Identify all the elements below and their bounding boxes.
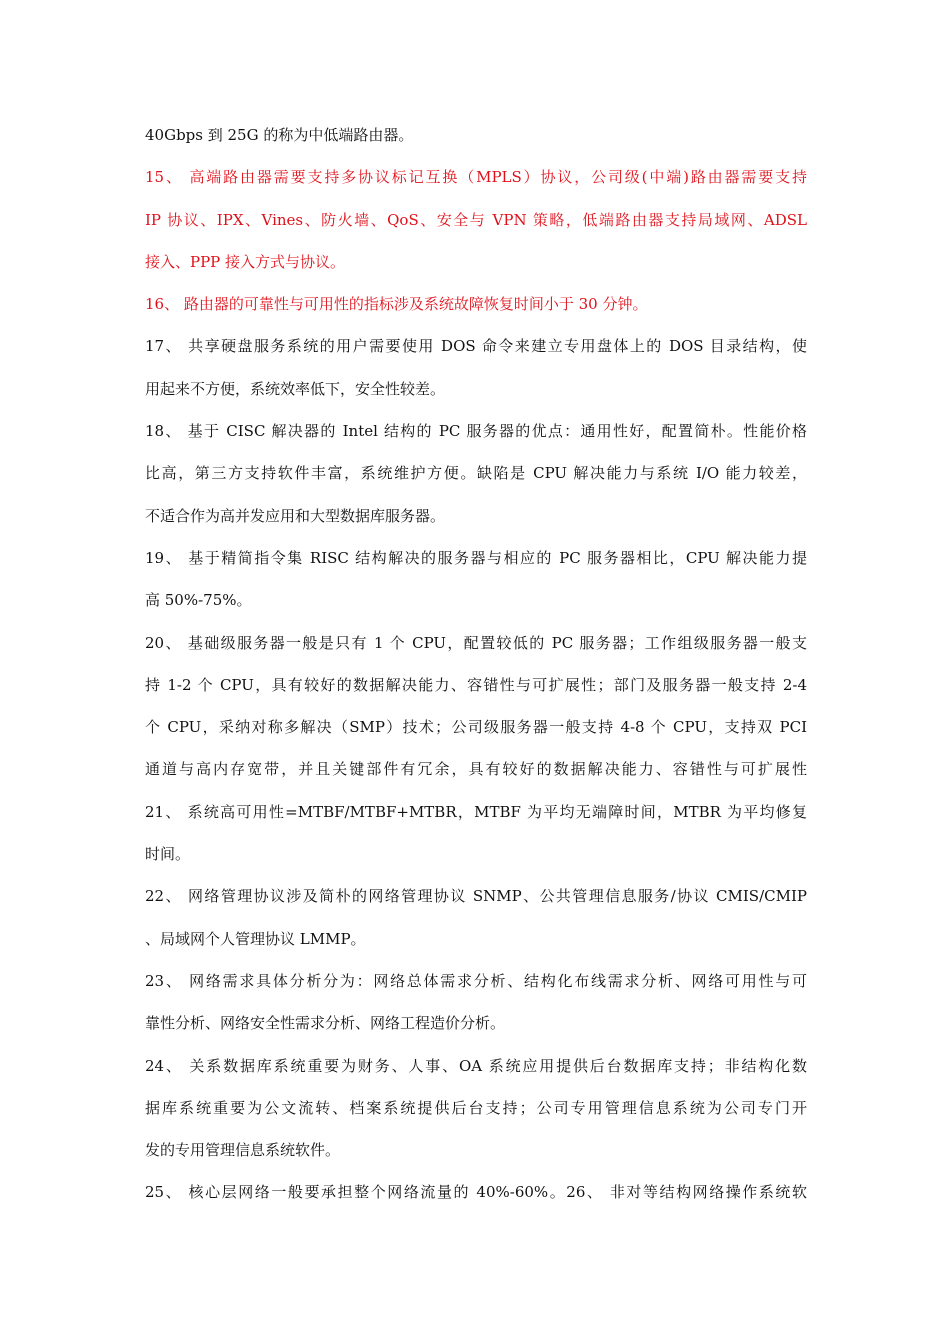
item-15-line-1: 15、 高端路由器需要支持多协议标记互换（MPLS）协议，公司级(中端)路由器需要支持 [145,168,807,187]
item-19-line-2: 高 50%-75%。 [145,591,252,610]
item-23-line-1: 23、 网络需求具体分析分为：网络总体需求分析、结构化布线需求分析、网络可用性与可 [145,971,807,990]
text-line: 40Gbps 到 25G 的称为中低端路由器。 [145,126,414,144]
item-16-line-1: 16、 路由器的可靠性与可用性的指标涉及系统故障恢复时间小于 30 分钟。 [145,295,648,314]
item-21-line-2: 时间。 [145,845,191,864]
item-23-line-2: 靠性分析、网络安全性需求分析、网络工程造价分析。 [145,1014,506,1033]
item-15-line-3: 接入、PPP 接入方式与协议。 [145,252,346,271]
item-22-line-2: 、局域网个人管理协议 LMMP。 [145,929,366,948]
item-18-line-2: 比高，第三方支持软件丰富，系统维护方便。缺陷是 CPU 解决能力与系统 I/O 能力较差， [145,464,807,483]
item-20-line-3: 个 CPU，采纳对称多解决（SMP）技术；公司级服务器一般支持 4-8 个 CPU，支持双 PCI [145,718,807,737]
item-24-line-2: 据库系统重要为公文流转、档案系统提供后台支持；公司专用管理信息系统为公司专门开 [145,1098,807,1117]
item-15-line-2: IP 协议、IPX、Vines、防火墙、QoS、安全与 VPN 策略，低端路由器支持局域网、ADSL [145,210,807,229]
item-21-line-1: 21、 系统高可用性=MTBF/MTBF+MTBR，MTBF 为平均无端障时间，MTBR 为平均修复 [145,802,807,821]
item-18-line-1: 18、 基于 CISC 解决器的 Intel 结构的 PC 服务器的优点：通用性好，配置简朴。性能价格 [145,422,807,441]
item-20-line-1: 20、 基础级服务器一般是只有 1 个 CPU，配置较低的 PC 服务器；工作组级服务器一般支 [145,633,807,652]
document-body [145,114,807,1214]
item-17-line-1: 17、 共享硬盘服务系统的用户需要使用 DOS 命令来建立专用盘体上的 DOS 目录结构，使 [145,337,807,356]
item-22-line-1: 22、 网络管理协议涉及简朴的网络管理协议 SNMP、公共管理信息服务/协议 CMIS/CMIP [145,887,807,906]
item-24-line-1: 24、 关系数据库系统重要为财务、人事、OA 系统应用提供后台数据库支持；非结构化数 [145,1056,807,1075]
item-25-line-1: 25、 核心层网络一般要承担整个网络流量的 40%-60%。26、 非对等结构网络操作系统软 [145,1183,807,1202]
item-18-line-3: 不适合作为高并发应用和大型数据库服务器。 [145,506,446,525]
item-24-line-3: 发的专用管理信息系统软件。 [145,1141,341,1160]
item-20-line-4: 通道与高内存宽带，并且关键部件有冗余，具有较好的数据解决能力、容错性与可扩展性 [145,760,807,779]
item-19-line-1: 19、 基于精简指令集 RISC 结构解决的服务器与相应的 PC 服务器相比，CPU 解决能力提 [145,548,807,567]
item-17-line-2: 用起来不方便，系统效率低下，安全性较差。 [145,379,446,398]
item-20-line-2: 持 1-2 个 CPU，具有较好的数据解决能力、容错性与可扩展性；部门及服务器一般支持 2-4 [145,675,807,694]
